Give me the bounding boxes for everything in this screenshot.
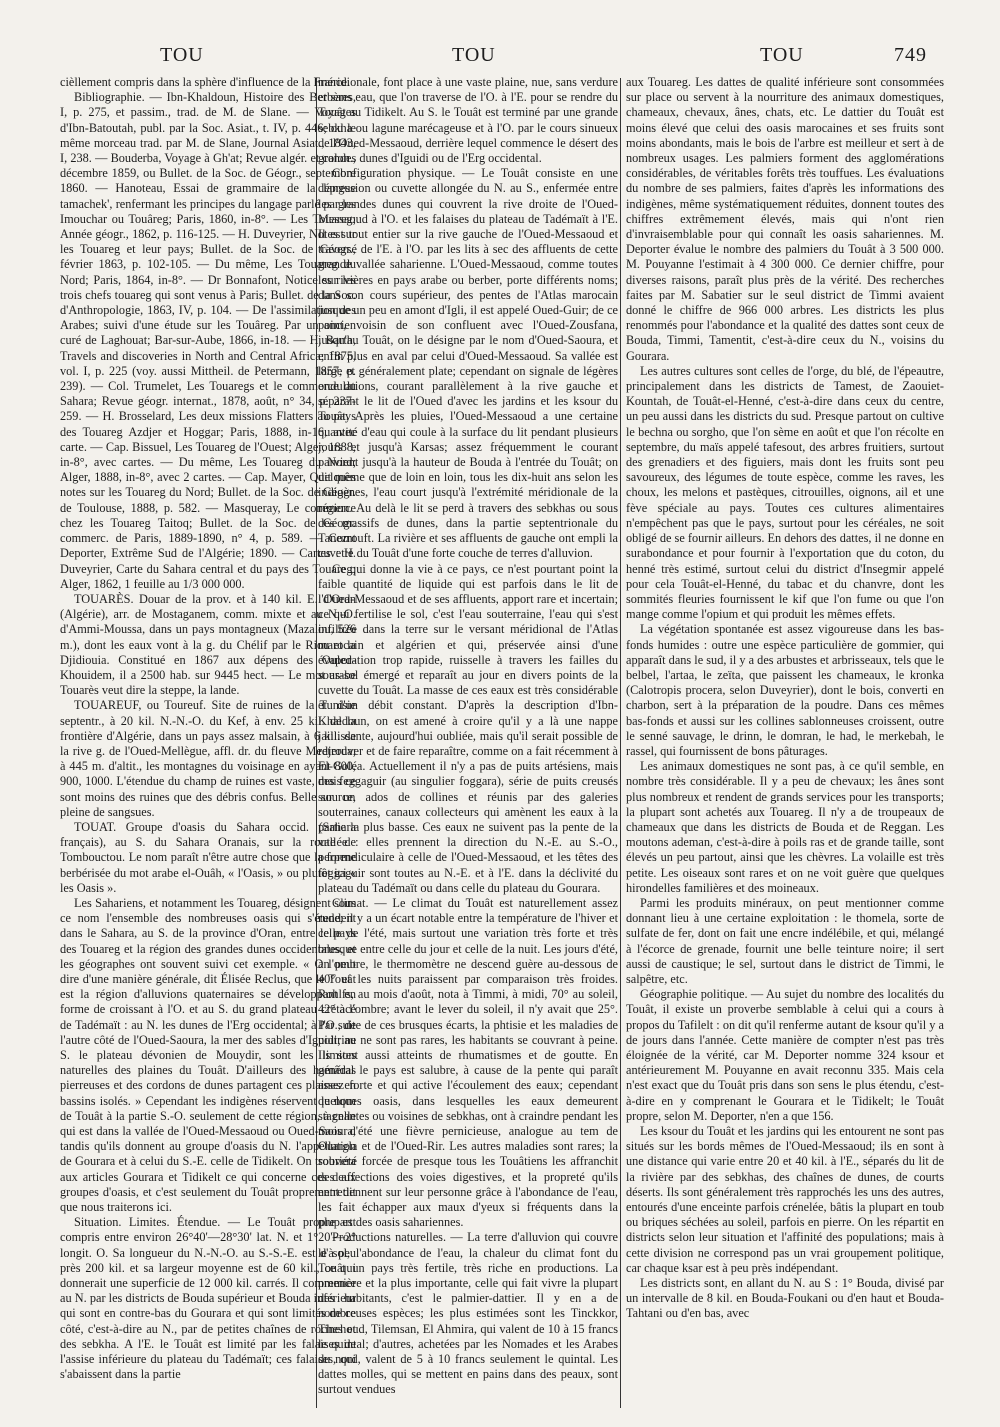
section-productions: Productions naturelles. — La terre d'alluvion qui couvre le sol, l'abondance de l'eau, la chaleur du climat font du Touât un pays très fertile, très riche en productions. La première et la plus importante, celle qui fait vivre la plupart des habitants, c'est le palmier-dattier. Il y en a de nombreuses espèces; les plus estimées sont les Tinckkor, Tinehoud, Tilemsan, El Ahmira, qui valent de 10 à 15 francs le quintal; d'autres, achetées par les Nomades et les Arabes du nord, valent de 5 à 10 francs seulement le quintal. Les dattes molles, qui se mettent en pains dans des peaux, sont surtout vendues [318,1230,618,1397]
paragraph: aux Touareg. Les dattes de qualité inférieure sont consommées sur place ou servent à la nourriture des animaux domestiques, chameaux, chevaux, ânes, chats, etc. Le dattier du Touât est moins élevé que celui des oasis marocaines et ses fruits sont moins abondants, mais le bois de l'arbre est meilleur et sert à de nombreux usages. Les palmiers forment des agglomérations considérables, de véritables forêts très touffues. Les évaluations du nombre de ses palmiers, faites d'après les informations des indigènes, même systématiquement réduites, donnent toutes des chiffres extrêmement élevés, mais qui n'ont rien d'invraisemblable pour qui connaît les oasis sahariennes. M. Deporter évalue le nombre des palmiers du Touât à 3 500 000. M. Pouyanne l'estimait à 4 300 000. Ce dernier chiffre, pour diverses raisons, paraît plus près de la vérité. Des recherches faites par M. Sabatier sur le seul district de Timmi avaient donné le chiffre de 966 000 arbres. Les districts les plus renommés pour l'abondance et la qualité des dattes sont ceux de Bouda, Timmi, Tamentit, c'est-à-dire ceux du N., voisins du Gourara. [626,75,944,363]
header-center-word: TOU [452,44,496,66]
section-situation: Situation. Limites. Étendue. — Le Touât propre est compris entre environ 26°40'—28°30' lat. N. et 1°20'—2° longit. O. Sa longueur du N.-N.-O. au S.-S.-E. est d'à peu près 200 kil. et sa largeur moyenne est de 60 kil., ce qui donnerait une superficie de 12 000 kil. carrés. Il commence au N. par les districts de Bouda supérieur et Bouda inférieur qui sont en contre-bas du Gourara et qui sont limités de ce côté, c'est-à-dire au N., par de petites chaînes de roches et des sebkha. A l'E. le Touât est limité par les falaises de l'assise inférieure du plateau du Tadémaït; ces falaises, qui s'abaissent dans la partie [60,1215,356,1382]
paragraph: Les ksour du Touât et les jardins qui les entourent ne sont pas situés sur les bords mêmes de l'Oued-Messaoud; ils en sont à une distance qui varie entre 20 et 40 kil. à l'E., séparés du lit de la rivière par des sebkhas, des chaînes de dunes, de courts déserts. Ils sont généralement très rapprochés les uns des autres, entourés d'une enceinte parfois crénelée, bâtis la plupart en toub ou briques séchées au soleil, parfois en pierre. On les répartit en districts selon leur situation et l'affinité des populations; mais à cette division ne correspond pas un vrai groupement politique, car chaque ksar est à peu près indépendant. [626,1124,944,1275]
running-header [0,44,1000,78]
bibliography-paragraph: Bibliographie. — Ibn-Khaldoun, Histoire des Berbères, I, p. 275, et passim., trad. de M. de Slane. — Voyages d'Ibn-Batoutah, publ. par la Soc. Asiat., t. IV, p. 446; ou le même morceau trad. par M. de Slane, Journal Asiat., 1843, I, 238. — Bouderba, Voyage à Gh'at; Revue algér. et colon., décembre 1859, ou Bullet. de la Soc. de Géogr., septembre 1860. — Hanoteau, Essai de grammaire de la langue tamachek', renfermant les principes du langage parlé par les Imouchar ou Touâreg; Paris, 1860, in-8°. — Les Touareg; Année géogr., 1862, p. 116-125. — H. Duveyrier, Notes sur les Touareg et leur pays; Bullet. de la Soc. de Géogr., février 1863, p. 102-105. — Du même, Les Touareg du Nord; Paris, 1864, in-8°. — Dr Bonnafont, Notice sur les trois chefs touareg qui sont venus à Paris; Bullet. de la Soc. d'Anthropologie, 1863, IV, p. 104. — De l'assimilation des Arabes; suivi d'une étude sur les Touâreg. Par un ancien curé de Laghouat; Bar-sur-Aube, 1866, in-18. — H. Barth, Travels and discoveries in North and Central Africa; 1875, vol. I, p. 225 (voy. aussi Mittheil. de Petermann, 1857, p. 239). — Col. Trumelet, Les Touaregs et le commerce du Sahara; Revue géogr. internat., 1878, août, n° 34, p. 237-259. — H. Brosselard, Les deux missions Flatters au pays des Touareg Azdjer et Hoggar; Paris, 1888, in-16, avec carte. — Cap. Bissuel, Les Touareg de l'Ouest; Alger, 1888, in-8°, avec cartes. — Du même, Les Touareg du Nord; Alger, 1888, in-8°, avec 2 cartes. — Cap. Mayer, Quelques notes sur les Touareg du Nord; Bullet. de la Soc. de Géogr. de Toulouse, 1888, p. 582. — Masqueray, Le commerce chez les Touareg Taitoq; Bullet. de la Soc. de Géogr. commerc. de Paris, 1889-1890, n° 4, p. 589. — Comt Deporter, Extrême Sud de l'Algérie; 1890. — Cartes : H. Duveyrier, Carte du Sahara central et du pays des Touareg; Alger, 1862, 1 feuille au 1/3 000 000. [60,90,356,591]
entry-touares: TOUARÈS. Douar de la prov. et à 140 kil. E. d'Oran (Algérie), arr. de Mostaganem, comm. mixte et au N.-O. d'Ammi-Moussa, dans un pays montagneux (Mazalou, 526 m.), dont les eaux vont à la g. du Chélif par le Riou et la Djidiouia. Constitué en 1867 aux dépens des Ouled-Khouidem, il a 2500 hab. sur 9445 hect. — Le mot arabe Touarès veut dire la steppe, la lande. [60,591,356,698]
paragraph: cièllement compris dans la sphère d'influence de la France. [60,75,351,89]
paragraph: Les animaux domestiques ne sont pas, à ce qu'il semble, en nombre très considérable. Il y a peu de chevaux; les ânes sont plus nombreux et rendent de grands services pour les transports; la plupart sont achetés aux Touareg. Il n'y a de troupeaux de chameaux que dans les districts de Bouda et de Reggan. Les moutons ademan, c'est-à-dire à poils ras et de grande taille, sont élevés un peu partout, ainsi que les chèvres. La volaille est très petite. Les oiseaux sont rares et on ne voit guère que quelques hirondelles familières et des moineaux. [626,759,944,895]
paragraph: Parmi les produits minéraux, on peut mentionner comme donnant lieu à une certaine exploitation : le thomela, sorte de sulfate de fer, dont on fait une encre indélébile, et qui, mélangé à l'écorce de grenade, fournit une belle teinture noire; il sert aussi de caustique; le sel, surtout dans le district de Timmi, le salpêtre, etc. [626,895,944,986]
header-right-word: TOU [760,44,804,66]
entry-touat: TOUAT. Groupe d'oasis du Sahara occid. (Sahara français), au S. du Sahara Oranais, sur la route de Tombouctou. Le nom paraît n'être autre chose que la forme berbérisée du mot arabe el-Ouâh, « l'Oasis, » ou plutôt ici « les Oasis ». [60,819,356,895]
paragraph: Les Sahariens, et notamment les Touareg, désignent sous ce nom l'ensemble des nombreuses oasis qui s'étendent dans le Sahara, au S. de la province d'Oran, entre le pays des Touareg et la région des grandes dunes occidentales, et les géographes ont souvent suivi cet exemple. « On peut dire d'une manière générale, dit Élisée Reclus, que le Touât est la région d'alluvions quaternaires se développant en forme de croissant à l'O. et au S. du grand plateau crétacé de Tadémaït : au N. les dunes de l'Erg occidental; à l'O., de l'autre côté de l'Oued-Saoura, la mer des sables d'Iguidi; au S. le plateau dévonien de Mouydir, sont les limites naturelles des plaines du Touât. D'ailleurs des hamâdas pierreuses et des cordons de dunes partagent ces plaines en bassins isolés. » Cependant les indigènes réservent le nom de Touât à la partie S.-O. seulement de cette région, à celle qui est dans la vallée de l'Oued-Messaoud ou Oued-Saoura, tandis qu'ils donnent au groupe d'oasis du N. l'appellation de Gourara et à celui du S.-E. celle de Tidikelt. On trouvera aux articles Gourara et Tidikelt ce qui concerne ces deux groupes d'oasis, et c'est seulement du Touât proprement dit que nous traiterons ici. [60,895,356,1215]
paragraph: méridionale, font place à une vaste plaine, nue, sans verdure et sans eau, que l'on traverse de l'O. à l'E. pour se rendre du Touât au Tidikelt. Au S. le Touât est terminé par une grande sebkha ou lagune marécageuse et à l'O. par le cours sinueux de l'Oued-Messaoud, derrière lequel commence le désert des grandes dunes d'Iguidi ou de l'Erg occidental. [318,75,618,166]
paragraph: Les districts sont, en allant du N. au S : 1° Bouda, divisé par un intervalle de 8 kil. en Bouda-Foukani ou d'en haut et Bouda-Tahtani ou d'en bas, avec [626,1276,944,1321]
column-2 [318,75,618,1410]
paragraph: Ce qui donne la vie à ce pays, ce n'est pourtant point la faible quantité de liquide qui est parfois dans le lit de l'Oued-Messaoud et de ses affluents, apport rare et incertain; ce qui fertilise le sol, c'est l'eau souterraine, l'eau qui s'est infiltrée dans la terre sur le versant méridional de l'Atlas marocain et algérien et qui, préservée ainsi d'une évaporation trop rapide, ruisselle à travers les failles du sous-sol émergé et reparaît au jour en divers points de la cuvette du Touât. La masse de ces eaux est très considérable et d'un débit constant. D'après la description d'Ibn-Khaldoun, on est amené à croire qu'il y a là une nappe jaillissante, aujourd'hui oubliée, mais qu'il serait possible de retrouver et de faire reparaître, comme on a fait récemment à El-Goléa. Actuellement il n'y a pas de puits artésiens, mais des feggaguir (au singulier foggara), série de puits creusés sur un ados de collines et réunis par des galeries souterraines, canaux collecteurs qui amènent les eaux à la partie la plus basse. Ces eaux ne suivent pas la pente de la vallée : elles prennent la direction du N.-E. au S.-O., perpendiculaire à celle de l'Oued-Messaoud, et les têtes des feggaguir sont toutes au N.-E. et à l'E. dans la déclivité du plateau du Tadémaït ou dans celle du plateau du Gourara. [318,561,618,895]
page-number: 749 [894,44,927,66]
section-geographie-politique: Géographie politique. — Au sujet du nombre des localités du Touât, il existe un proverbe semblable à celui qui a cours à propos du Tafilelt : on dit qu'il renferme autant de ksour qu'il y a de jours dans l'année. Cette manière de compter n'est pas très éloignée de la vérité, car M. Deporter nomme 324 ksour et antérieurement M. Pouyanne en avait reconnu 335. Mais cela n'est exact que du Touât pris dans son sens le plus étendu, c'est-à-dire en y comprenant le Gourara et le Tidikelt; le Touât propre, selon M. Deporter, n'en a que 156. [626,987,944,1123]
header-left-word: TOU [160,44,204,66]
column-1 [60,75,356,1410]
paragraph: Les autres cultures sont celles de l'orge, du blé, de l'épeautre, principalement dans les districts de Tamest, de Zaouiet-Kountah, de Touât-el-Henné, c'est-à-dire dans ceux du centre, un peu aussi dans les districts du sud. Presque partout on cultive le bechna ou sorgho, que l'on sème en août et que l'on récolte en septembre, du maïs appelé tafesout, des arbres fruitiers, surtout des grenadiers et des figuiers, mais dont les fruits sont peu savoureux, des légumes de toute espèce, comme les raves, les choux, les melons et pastèques, citrouilles, oignons, ail et une fève spéciale au pays. Toutes ces cultures alimentaires n'empêchent pas que le pays, surtout pour les céréales, ne soit obligé de se fournir ailleurs. En dehors des dattes, il ne donne en surabondance et pour fournir à l'exportation que du coton, du henné très estimé, surtout celui du district d'Insegmir appelé pour cela Touât-el-Henné, du tabac et du chanvre, dont les sommités fleuries fournissent le kif que l'on fume ou que l'on mange comme l'opium et qui produit les mêmes effets. [626,363,944,622]
entry-touareuf: TOUAREUF, ou Toureuf. Site de ruines de la Tunisie septentr., à 20 kil. N.-N.-O. du Kef, à env. 25 kil. de la frontière d'Algérie, dans un pays assez malsain, à 6 kil. de la rive g. de l'Oued-Mellègue, affl. dr. du fleuve Medjerda; à 445 m. d'altit., les montagnes du voisinage en ayant 800, 900, 1000. L'étendue du champ de ruines est vaste, mais ce sont moins des ruines que des débris confus. Belle source, pleine de sangsues. [60,698,356,819]
column-3 [626,75,944,1410]
paragraph: La végétation spontanée est assez vigoureuse dans les bas-fonds humides : outre une espèce particulière de gommier, qui apparaît dans le sud, il y a des arbustes et arbrisseaux, tels que le belbel, l'artaa, le zeïta, que paissent les chameaux, le kronka (Calotropis procera, selon Duveyrier), dont le bois, converti en charbon, sert à la préparation de la poudre. Dans ces mêmes bas-fonds et aussi sur les collines sablonneuses croissent, outre le senné sauvage, le drinn, le domran, le had, le merkebah, le rassel, qui fournissent de bons pâturages. [626,622,944,758]
section-configuration: Configuration physique. — Le Touât consiste en une dépression ou cuvette allongée du N. au S., enfermée entre les grandes dunes qui couvrent la rive droite de l'Oued-Messaoud à l'O. et les falaises du plateau de Tadémaït à l'E. Il est tout entier sur la rive gauche de l'Oued-Messaoud et traversé de l'E. à l'O. par les lits à sec des affluents de cette grande vallée saharienne. L'Oued-Messaoud, comme toutes les rivières en pays arabe ou berber, porte différents noms; dans son cours supérieur, des pentes de l'Atlas marocain jusque un peu en amont d'Igli, il est appelé Oued-Guir; de ce point, voisin de son confluent avec l'Oued-Zousfana, jusqu'au Touât, on le désigne par le nom d'Oued-Saoura, et enfin plus en aval par celui d'Oued-Messaoud. Sa vallée est large et généralement plate; cependant on signale de légères ondulations, courant parallèlement à la rive gauche et séparant le lit de l'Oued d'avec les jardins et les ksour du Touât. Après les pluies, l'Oued-Messaoud a une certaine quantité d'eau qui coule à la surface du lit pendant plusieurs jours et jusqu'à Karsas; assez fréquemment le courant parvient jusqu'à la hauteur de Bouda à l'entrée du Touât; on dit même que de loin en loin, tous les dix-huit ans selon les indigènes, l'eau court jusqu'à l'extrémité méridionale de la région. Au delà le lit se perd à travers des sebkhas ou sous des massifs de dunes, dans la partie septentrionale du Tanezrouft. La rivière et ses affluents de gauche ont empli la cuvette du Touât d'une forte couche de terres d'alluvion. [318,166,618,561]
section-climat: Climat. — Le climat du Touât est naturellement assez rude; il y a un écart notable entre la température de l'hiver et celle de l'été, mais surtout une variation très forte et très brusque entre celle du jour et celle de la nuit. Les jours d'été, à l'ombre, le thermomètre ne descend guère au-dessous de 40° et les nuits paraissent par comparaison très froides. Rohlfs, au mois d'août, nota à Timmi, à midi, 70° au soleil, 42° à l'ombre; avant le lever du soleil, il n'y avait que 25°. Par suite de ces brusques écarts, la phtisie et les maladies de poitrine ne sont pas rares, les habitants se couvrant à peine. Ils sont aussi atteints de rhumatismes et de goutte. En général le pays est salubre, à cause de la pente qui paraît assez forte et qui active l'écoulement des eaux; cependant quelques oasis, dans lesquelles les eaux demeurent stagnantes ou voisines de sebkhas, ont à craindre pendant les mois d'été une fièvre pernicieuse, analogue au tem de Ouargla et de l'Oued-Rir. Les autres maladies sont rares; la sobriété forcée de presque tous les Touâtiens les affranchit des affections des voies digestives, et la propreté qu'ils entretiennent sur leur personne grâce à l'abondance de l'eau, les fait échapper aux maux d'yeux si fréquents dans la plupart des oasis sahariennes. [318,895,618,1230]
text-columns [60,75,950,1410]
